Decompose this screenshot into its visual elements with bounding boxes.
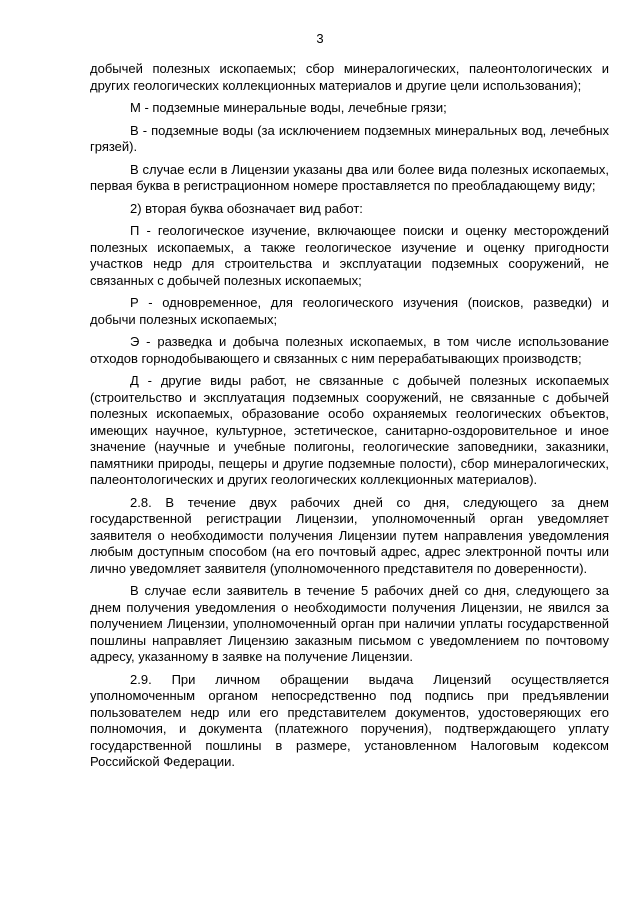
paragraph-item-r: Р - одновременное, для геологического изучения (поисков, разведки) и добычи полезных ископаемых; (90, 295, 609, 327)
paragraph-section-2-8: 2.8. В течение двух рабочих дней со дня, следующего за днем государственной регистрации Лицензии, уполномоченный орган уведомляет заявителя о необходимости получения Лицензии путем направления уведомления любым доступным способом (на его почтовый адрес, адрес электронной почты или лично уведомляет заявителя (уполномоченного представителя по доверенности). (90, 494, 609, 576)
paragraph-multiple-minerals: В случае если в Лицензии указаны два или более вида полезных ископаемых, первая буква в регистрационном номере проставляется по преобладающему виду; (90, 161, 609, 193)
paragraph-continuation: добычей полезных ископаемых; сбор минералогических, палеонтологических и других геологических коллекционных материалов и другие цели использования); (90, 61, 609, 93)
paragraph-item-m: М - подземные минеральные воды, лечебные грязи; (130, 100, 447, 115)
paragraph-non-appearance: В случае если заявитель в течение 5 рабочих дней со дня, следующего за днем получения уведомления о необходимости получения Лицензии, не явился за получением Лицензии, уполномоченный орган при наличии уплаты государственной пошлины направляет Лицензию заказным письмом с уведомлением по почтовому адресу, указанному в заявке на получение Лицензии. (90, 583, 609, 664)
page-number: 3 (316, 31, 324, 46)
paragraph-item-d: Д - другие виды работ, не связанные с добычей полезных ископаемых (строительство и эксплуатация подземных сооружений, не связанные с добычей полезных ископаемых, образование особо охраняемых геологических объектов, имеющих научное, культурное, эстетическое, санитарно-оздоровительное и иное значение (научные и учебные полигоны, геологические заповедники, заказники, памятники природы, пещеры и другие подземные полости), сбор минералогических, палеонтологических и других геологических коллекционных материалов). (90, 373, 609, 487)
paragraph-item-v: В - подземные воды (за исключением подземных минеральных вод, лечебных грязей). (90, 122, 609, 154)
paragraph-section-2-9: 2.9. При личном обращении выдача Лицензий осуществляется уполномоченным органом непосредственно под подпись при предъявлении пользователем недр или его представителем документов, удостоверяющих его полномочия, и документа (платежного поручения), подтверждающего уплату государственной пошлины в размере, установленном Налоговым кодексом Российской Федерации. (90, 671, 609, 769)
document-body (90, 61, 609, 777)
paragraph-item-p: П - геологическое изучение, включающее поиски и оценку месторождений полезных ископаемых, а также геологическое изучение и оценку пригодности участков недр для строительства и эксплуатации подземных сооружений, не связанных с добычей полезных ископаемых; (90, 223, 609, 288)
paragraph-item-e: Э - разведка и добыча полезных ископаемых, в том числе использование отходов горнодобывающего и связанных с ним перерабатывающих производств; (90, 334, 609, 366)
paragraph-second-letter: 2) вторая буква обозначает вид работ: (130, 200, 363, 216)
